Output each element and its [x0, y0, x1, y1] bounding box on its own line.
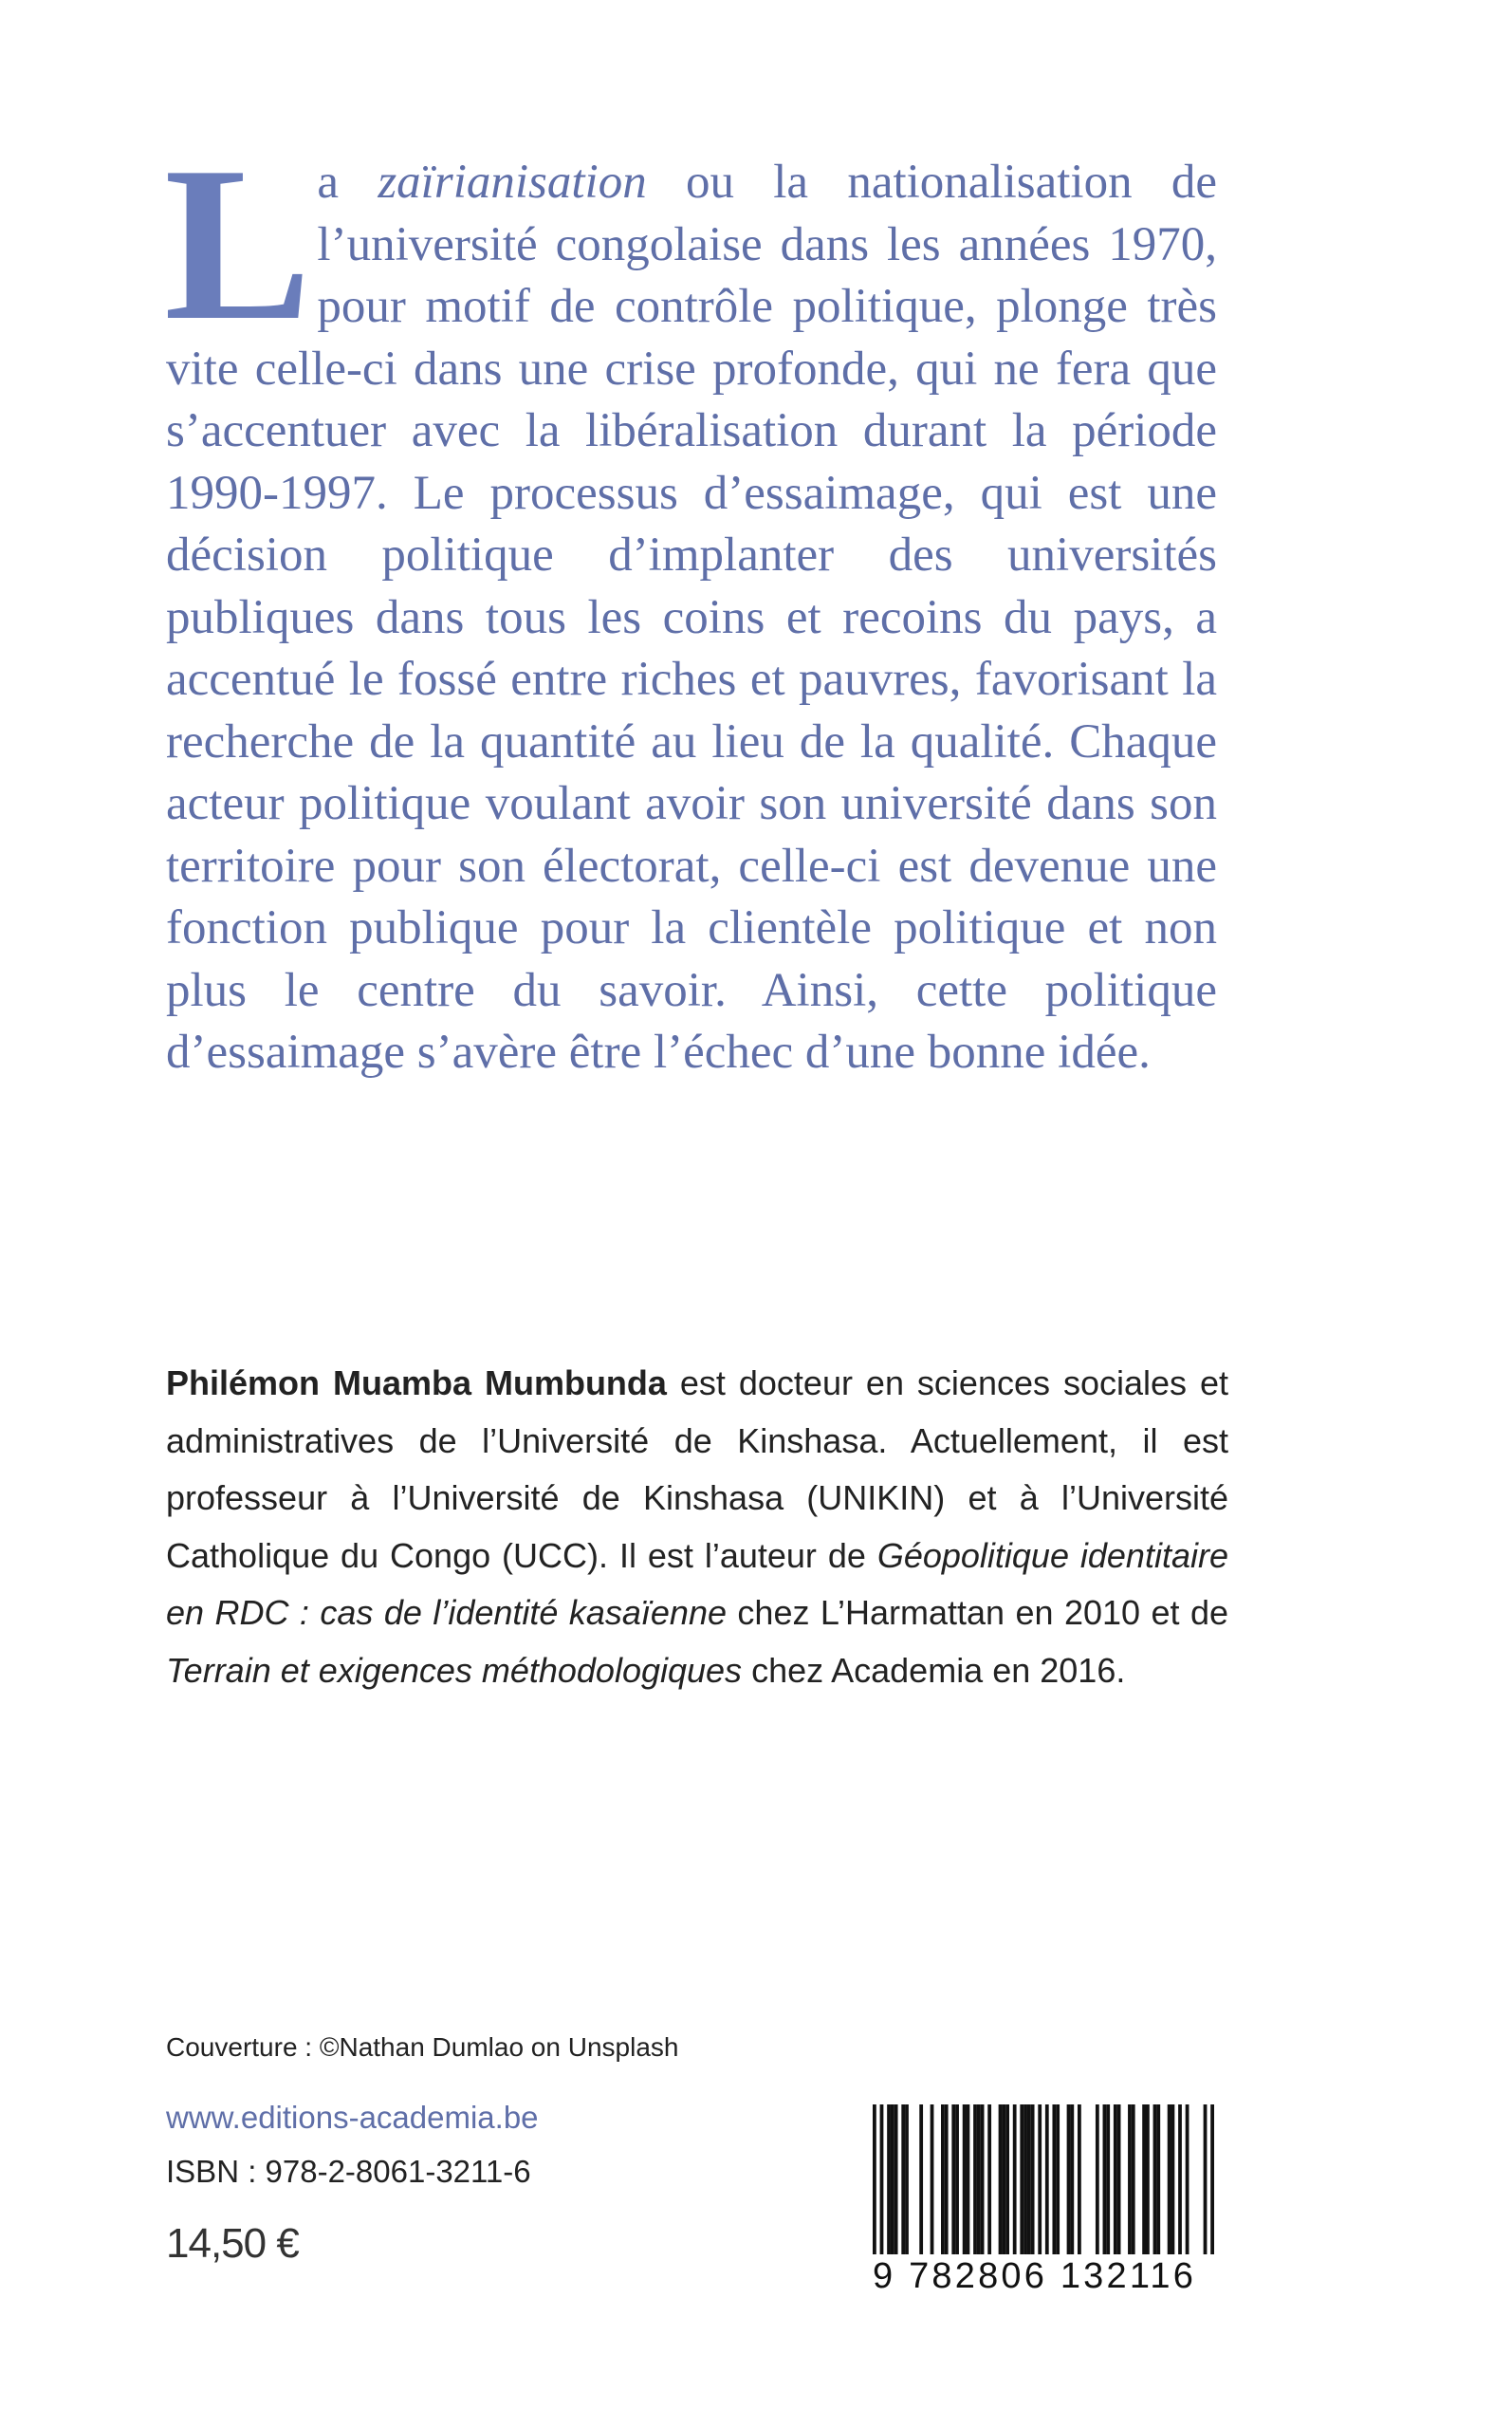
barcode-bar — [1210, 2104, 1214, 2254]
barcode-bar — [1168, 2104, 1171, 2254]
barcode-bar — [945, 2104, 949, 2254]
barcode-bar — [1027, 2104, 1031, 2254]
barcode-bar — [1045, 2104, 1049, 2254]
barcode-bar — [1023, 2104, 1027, 2254]
bio-text-1: est docteur en sciences sociales et administratives de l’Université de Kinshasa. Actuellement, il est professeur à l’Université de Kinshasa (UNIKIN) et à l’Université Catholique du Congo (UCC). Il est l’auteur de — [166, 1363, 1228, 1575]
author-bio — [166, 1355, 1228, 1699]
barcode-bar — [1186, 2104, 1189, 2254]
barcode-bar — [977, 2104, 981, 2254]
isbn: ISBN : 978-2-8061-3211-6 — [166, 2154, 531, 2189]
barcode-bar — [1178, 2104, 1182, 2254]
barcode-digits: 9 782806 132116 — [873, 2256, 1197, 2296]
barcode-bar — [1204, 2104, 1208, 2254]
barcode-bar — [1156, 2104, 1160, 2254]
barcode-bar — [1078, 2104, 1081, 2254]
barcode — [873, 2104, 1214, 2254]
cover-credit: Couverture : ©Nathan Dumlao on Unsplash — [166, 2032, 679, 2062]
barcode-bar — [967, 2104, 970, 2254]
barcode-bar — [981, 2104, 985, 2254]
barcode-bar — [901, 2104, 905, 2254]
barcode-bar — [1005, 2104, 1009, 2254]
barcode-bar — [1153, 2104, 1157, 2254]
barcode-bar — [955, 2104, 959, 2254]
drop-cap: L — [164, 121, 312, 366]
barcode-bar — [919, 2104, 923, 2254]
price: 14,50 € — [166, 2220, 299, 2267]
barcode-bar — [1070, 2104, 1074, 2254]
barcode-bar — [963, 2104, 967, 2254]
blurb-text: ou la nationalisation de l’université congolaise dans les années 1970, pour motif de contrôle politique, plonge très vite celle-ci dans une crise profonde, qui ne fera que s’accentuer avec la libéralisation durant la période 1990-1997. Le processus d’essaimage, qui est une décision politique d’implanter des universités publiques dans tous les coins et recoins du pays, a accentué le fossé entre riches et pauvres, favorisant la recherche de la quantité au lieu de la qualité. Chaque acteur politique voulant avoir son université dans son territoire pour son électorat, celle-ci est devenue une fonction publique pour la clientèle politique et non plus le centre du savoir. Ainsi, cette politique d’essaimage s’avère être l’échec d’une bonne idée. — [166, 156, 1217, 1079]
barcode-bar — [880, 2104, 884, 2254]
barcode-bar — [1052, 2104, 1056, 2254]
barcode-bar — [1038, 2104, 1042, 2254]
barcode-bar — [941, 2104, 945, 2254]
publisher-website: www.editions-academia.be — [166, 2100, 539, 2135]
barcode-bar — [1031, 2104, 1035, 2254]
barcode-bar — [1067, 2104, 1071, 2254]
barcode-bar — [1002, 2104, 1005, 2254]
barcode-bar — [1171, 2104, 1175, 2254]
bio-text-3: chez Academia en 2016. — [742, 1650, 1126, 1690]
barcode-bar — [1013, 2104, 1017, 2254]
barcode-bar — [905, 2104, 909, 2254]
barcode-bar — [1132, 2104, 1135, 2254]
book-title-2: Terrain et exigences méthodologiques — [166, 1650, 743, 1690]
barcode-bar — [873, 2104, 876, 2254]
back-cover-blurb — [164, 121, 1217, 1084]
barcode-bar — [1146, 2104, 1150, 2254]
barcode-bar — [891, 2104, 894, 2254]
barcode-bar — [1020, 2104, 1023, 2254]
barcode-bar — [1096, 2104, 1099, 2254]
blurb-keyword: zaïrianisation — [378, 156, 647, 209]
barcode-bar — [1117, 2104, 1121, 2254]
barcode-bar — [1056, 2104, 1060, 2254]
barcode-bar — [1103, 2104, 1107, 2254]
book-title-1: Géopolitique identitaire en RDC : cas de l’identité kasaïenne — [166, 1535, 1228, 1632]
barcode-bar — [887, 2104, 891, 2254]
barcode-bar — [894, 2104, 898, 2254]
barcode-bar — [987, 2104, 991, 2254]
author-name: Philémon Muamba Mumbunda — [166, 1363, 667, 1402]
barcode-bar — [1128, 2104, 1132, 2254]
bio-text-2: chez L’Harmattan en 2010 et de — [726, 1593, 1228, 1632]
blurb-intro: a — [317, 156, 378, 209]
barcode-bar — [1106, 2104, 1110, 2254]
barcode-bar — [1142, 2104, 1146, 2254]
barcode-bar — [951, 2104, 955, 2254]
barcode-bar — [973, 2104, 977, 2254]
barcode-bar — [931, 2104, 934, 2254]
barcode-bar — [999, 2104, 1003, 2254]
barcode-bar — [1114, 2104, 1117, 2254]
